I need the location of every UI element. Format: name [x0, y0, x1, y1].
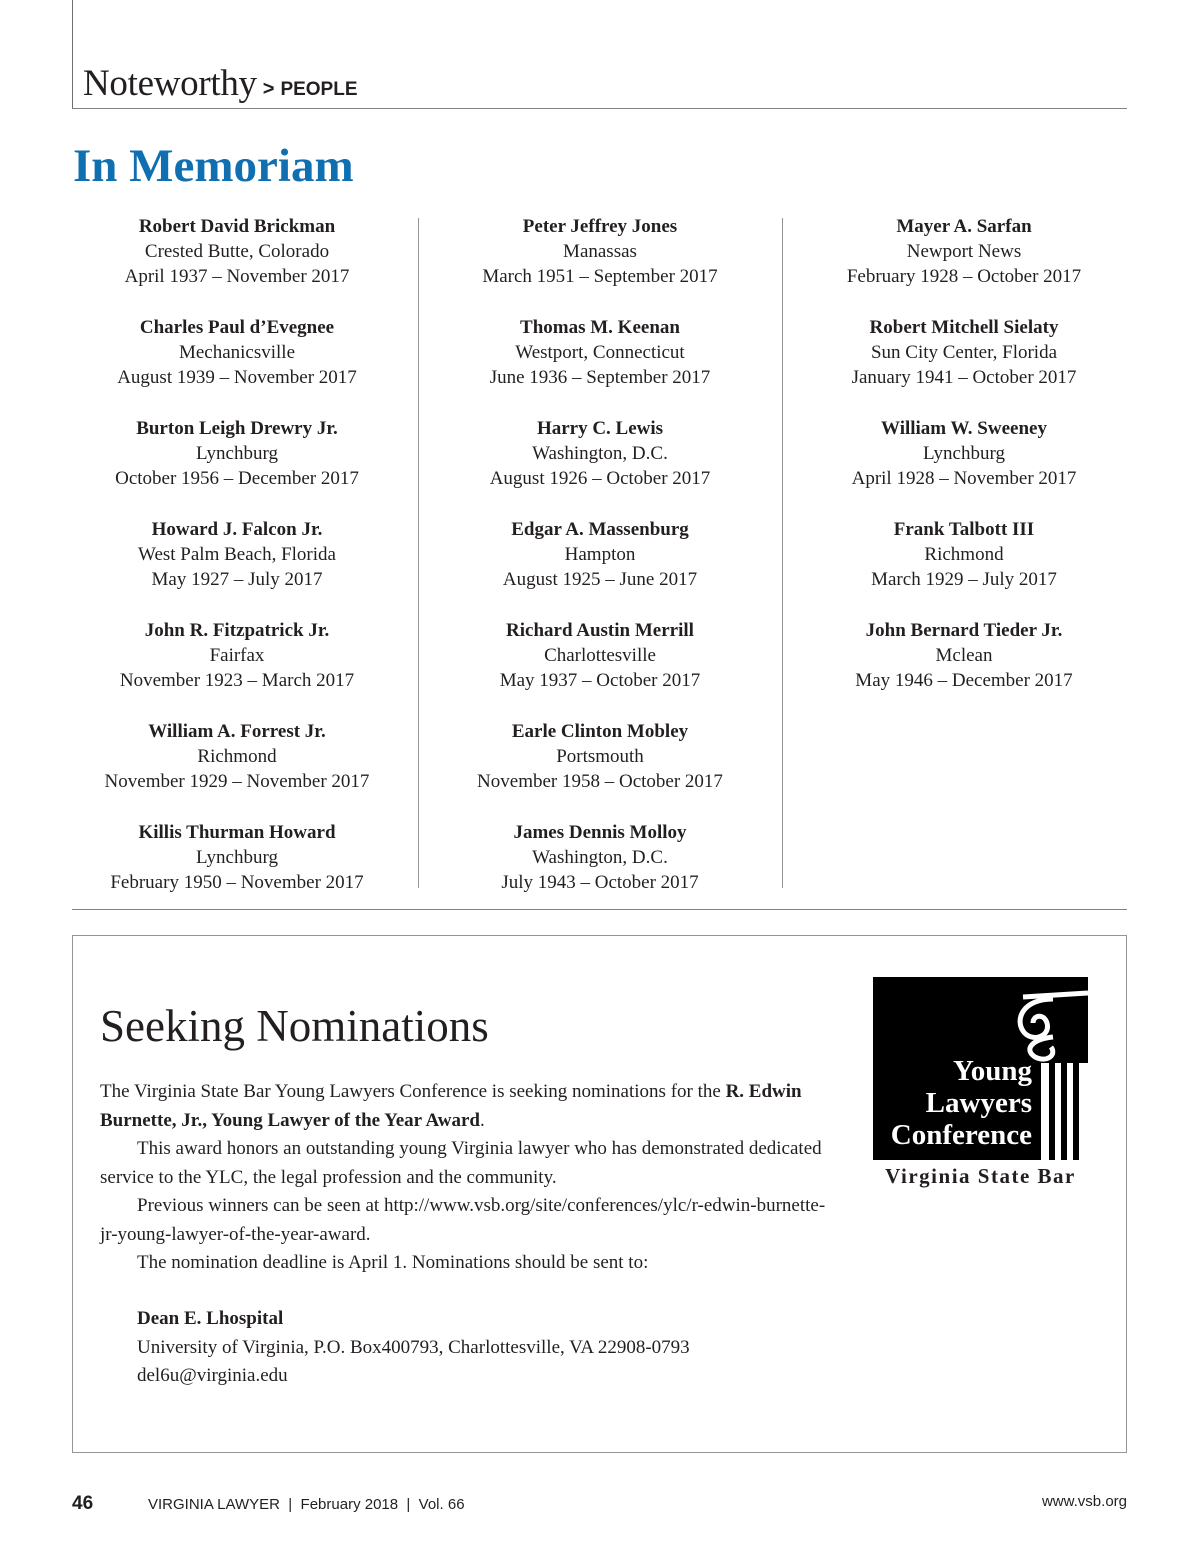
- entry-place: Richmond: [197, 746, 277, 767]
- memoriam-column-1: [72, 214, 402, 921]
- entry-name: Charles Paul d’Evegnee: [139, 317, 335, 338]
- column-divider: [782, 218, 783, 888]
- entry-dates: May 1946 – December 2017: [855, 670, 1073, 691]
- entry-name: Peter Jeffrey Jones: [522, 216, 678, 237]
- memoriam-entry: [435, 214, 765, 315]
- header-section: PEOPLE: [280, 79, 358, 100]
- entry-place: Mechanicsville: [178, 342, 296, 363]
- entry-name: Robert Mitchell Sielaty: [869, 317, 1059, 338]
- entry-place: Richmond: [924, 544, 1004, 565]
- memoriam-entry: [435, 315, 765, 416]
- memoriam-entry: [72, 517, 402, 618]
- nominations-intro: [100, 1078, 830, 1135]
- column-divider: [418, 218, 419, 888]
- memoriam-entry: [72, 416, 402, 517]
- intro-end: .: [479, 1109, 485, 1131]
- entry-place: Sun City Center, Florida: [870, 342, 1058, 363]
- entry-place: Fairfax: [209, 645, 265, 666]
- memoriam-entry: [72, 820, 402, 921]
- entry-dates: April 1937 – November 2017: [124, 266, 350, 287]
- entry-place: Westport, Connecticut: [515, 342, 685, 363]
- logo-wordmark: [891, 1055, 1032, 1151]
- award-name: R. Edwin Burnette, Jr., Young Lawyer of the Year Award: [100, 1081, 802, 1131]
- memoriam-column-3: [799, 214, 1129, 719]
- nominations-body: [100, 1078, 830, 1278]
- memoriam-title: In Memoriam: [73, 140, 354, 192]
- entry-name: William W. Sweeney: [881, 418, 1047, 439]
- entry-name: Earle Clinton Mobley: [511, 721, 689, 742]
- contact-name: Dean E. Lhospital: [137, 1308, 284, 1329]
- memoriam-entry: [799, 315, 1129, 416]
- logo-organization: Virginia State Bar: [885, 1164, 1076, 1188]
- entry-name: John Bernard Tieder Jr.: [865, 620, 1063, 641]
- entry-name: Burton Leigh Drewry Jr.: [136, 418, 338, 439]
- entry-dates: February 1928 – October 2017: [846, 266, 1082, 287]
- entry-place: Lynchburg: [196, 443, 278, 464]
- entry-dates: August 1939 – November 2017: [117, 367, 357, 388]
- ylc-logo: [873, 977, 1088, 1160]
- entry-dates: May 1927 – July 2017: [151, 569, 323, 590]
- header-vertical-rule: [72, 0, 73, 108]
- entry-dates: November 1958 – October 2017: [477, 771, 723, 792]
- memoriam-entry: [72, 315, 402, 416]
- memoriam-entry: [435, 416, 765, 517]
- entry-place: Mclean: [935, 645, 993, 666]
- entry-place: Manassas: [563, 241, 637, 262]
- entry-name: Killis Thurman Howard: [138, 822, 336, 843]
- memoriam-entry: [435, 719, 765, 820]
- entry-dates: July 1943 – October 2017: [501, 872, 699, 893]
- section-header: [83, 62, 358, 105]
- entry-dates: November 1923 – March 2017: [119, 670, 355, 691]
- paragraph-3-end: .: [365, 1223, 371, 1245]
- memoriam-entry: [435, 517, 765, 618]
- entry-place: Crested Butte, Colorado: [144, 241, 330, 262]
- nominations-paragraph-3: [100, 1192, 830, 1249]
- entry-dates: January 1941 – October 2017: [851, 367, 1077, 388]
- contact-email[interactable]: del6u@virginia.edu: [137, 1365, 288, 1386]
- entry-dates: June 1936 – September 2017: [489, 367, 711, 388]
- memoriam-entry: [435, 618, 765, 719]
- intro-text: The Virginia State Bar Young Lawyers Conference is seeking nominations for the: [100, 1081, 726, 1102]
- entry-dates: August 1925 – June 2017: [502, 569, 698, 590]
- nominations-title: Seeking Nominations: [100, 1001, 489, 1051]
- entry-place: Lynchburg: [196, 847, 278, 868]
- memoriam-column-2: [435, 214, 765, 921]
- entry-name: Frank Talbott III: [893, 519, 1035, 540]
- memoriam-entry: [72, 214, 402, 315]
- entry-name: Thomas M. Keenan: [520, 317, 680, 338]
- entry-place: Newport News: [906, 241, 1022, 262]
- entry-name: James Dennis Molloy: [513, 822, 687, 843]
- memoriam-entry: [435, 820, 765, 921]
- header-brand: Noteworthy: [83, 63, 257, 104]
- entry-name: Robert David Brickman: [138, 216, 336, 237]
- memoriam-entry: [72, 719, 402, 820]
- header-divider: [72, 108, 1127, 109]
- entry-dates: November 1929 – November 2017: [104, 771, 370, 792]
- page-number: 46: [72, 1493, 94, 1514]
- memoriam-entry: [799, 214, 1129, 315]
- entry-dates: March 1951 – September 2017: [482, 266, 718, 287]
- previous-winners-link[interactable]: http://www.vsb.org/site/conferences/ylc/r-edwin-burnette-jr-young-lawyer-of-the-year-award: [100, 1195, 826, 1245]
- memoriam-entry: [799, 618, 1129, 719]
- entry-place: Charlottesville: [544, 645, 656, 666]
- entry-name: Richard Austin Merrill: [506, 620, 694, 641]
- header-separator: >: [262, 78, 275, 100]
- memoriam-bottom-divider: [72, 909, 1127, 910]
- site-url[interactable]: www.vsb.org: [1041, 1493, 1127, 1510]
- entry-dates: April 1928 – November 2017: [851, 468, 1077, 489]
- entry-dates: March 1929 – July 2017: [871, 569, 1057, 590]
- entry-dates: May 1937 – October 2017: [499, 670, 701, 691]
- memoriam-entry: [799, 517, 1129, 618]
- logo-line-2: Lawyers: [925, 1087, 1032, 1119]
- paragraph-3-prefix: Previous winners can be seen at: [137, 1195, 384, 1216]
- logo-line-3: Conference: [890, 1119, 1032, 1151]
- nominations-paragraph-2: This award honors an outstanding young Virginia lawyer who has demonstrated dedicated service to the YLC, the legal profession and the community.: [100, 1138, 822, 1188]
- memoriam-entry: [799, 416, 1129, 517]
- entry-dates: October 1956 – December 2017: [115, 468, 359, 489]
- entry-name: Edgar A. Massenburg: [511, 519, 689, 540]
- entry-place: Washington, D.C.: [532, 443, 668, 464]
- logo-line-1: Young: [953, 1055, 1032, 1087]
- entry-name: John R. Fitzpatrick Jr.: [144, 620, 330, 641]
- memoriam-entry: [72, 618, 402, 719]
- entry-place: Hampton: [564, 544, 636, 565]
- entry-place: Washington, D.C.: [532, 847, 668, 868]
- entry-place: Portsmouth: [556, 746, 644, 767]
- contact-block: [137, 1305, 690, 1391]
- entry-name: Howard J. Falcon Jr.: [151, 519, 323, 540]
- entry-place: Lynchburg: [923, 443, 1005, 464]
- nominations-paragraph-4: The nomination deadline is April 1. Nominations should be sent to:: [137, 1252, 649, 1273]
- entry-name: Mayer A. Sarfan: [896, 216, 1032, 237]
- entry-dates: August 1926 – October 2017: [489, 468, 711, 489]
- entry-dates: February 1950 – November 2017: [110, 872, 364, 893]
- entry-name: Harry C. Lewis: [536, 418, 664, 439]
- entry-name: William A. Forrest Jr.: [148, 721, 326, 742]
- publication-info: VIRGINIA LAWYER | February 2018 | Vol. 66: [148, 1496, 465, 1513]
- entry-place: West Palm Beach, Florida: [138, 544, 336, 565]
- contact-address: University of Virginia, P.O. Box400793, Charlottesville, VA 22908-0793: [137, 1336, 690, 1358]
